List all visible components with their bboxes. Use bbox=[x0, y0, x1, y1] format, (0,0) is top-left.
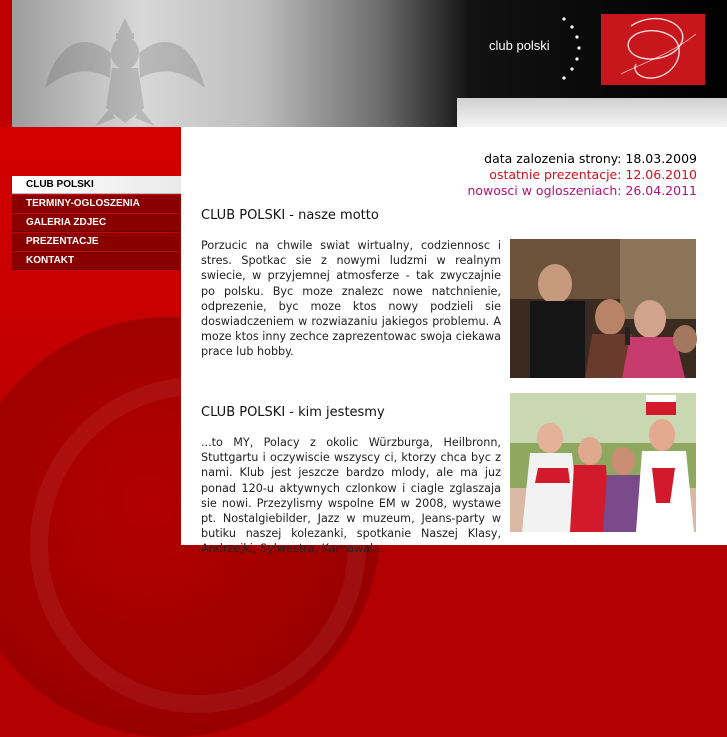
main-content bbox=[181, 127, 727, 556]
club-logo-icon[interactable] bbox=[601, 14, 705, 85]
menu-item-galeria-zdjec[interactable]: GALERIA ZDJEC bbox=[12, 214, 181, 232]
last-presentations-date[interactable]: ostatnie prezentacje: 12.06.2010 bbox=[489, 167, 697, 182]
dots-arc-icon bbox=[556, 14, 586, 84]
menu-item-kontakt[interactable]: KONTAKT bbox=[12, 252, 181, 270]
menu-item-prezentacje[interactable]: PREZENTACJE bbox=[12, 233, 181, 251]
sidebar bbox=[0, 127, 181, 545]
news-date[interactable]: nowosci w ogloszeniach: 26.04.2011 bbox=[467, 183, 697, 198]
main-menu bbox=[12, 176, 181, 271]
section-text-motto: Porzucic na chwile swiat wirtualny, codziennosc i stres. Spotkac sie z nowymi ludzmi w realnym swiecie, w przyjemnej atmosferze - tak zwyczajnie po polsku. Byc moze znalezc nowe natchnienie, odprezenie, byc moze ktos nowy podzieli sie doswiadczeniem w rozwiazaniu jakiegos problemu. A moze ktos inny zechce zaprezentowac swoja ciekawa prace lub hobby. bbox=[201, 239, 501, 359]
menu-item-club-polski[interactable]: CLUB POLSKI bbox=[12, 176, 181, 194]
site-header bbox=[0, 0, 727, 127]
header-left-stripe bbox=[0, 0, 12, 127]
photo-fans[interactable] bbox=[510, 393, 696, 532]
section-title-motto: CLUB POLSKI - nasze motto bbox=[201, 208, 379, 223]
photo-karaoke[interactable] bbox=[510, 239, 696, 378]
site-meta-info bbox=[467, 151, 697, 199]
polish-eagle-icon bbox=[40, 8, 210, 126]
header-light-strip bbox=[457, 98, 727, 127]
founded-date: data zalozenia strony: 18.03.2009 bbox=[484, 151, 697, 166]
site-logo-text[interactable]: club polski bbox=[489, 38, 550, 53]
menu-item-terminy-ogloszenia[interactable]: TERMINY-OGLOSZENIA bbox=[12, 195, 181, 213]
section-title-who: CLUB POLSKI - kim jestesmy bbox=[201, 405, 385, 420]
section-text-who: ...to MY, Polacy z okolic Würzburga, Heilbronn, Stuttgartu i oczywiscie wszyscy ci, ktorzy chca byc z nami. Klub jest jeszcze bardzo mlody, ale ma juz ponad 120-u aktywnych czlonkow i ciagle zglaszaja sie nowi. Przezylismy wspolne EM w 2008, wystawe pt. Nostalgiebilder, Jazz w muzeum, Jeans-party w butiku naszej kolezanki, spotkanie Naszej Klasy, Andrzejki, Sylwestra, Karnawal... bbox=[201, 436, 501, 556]
